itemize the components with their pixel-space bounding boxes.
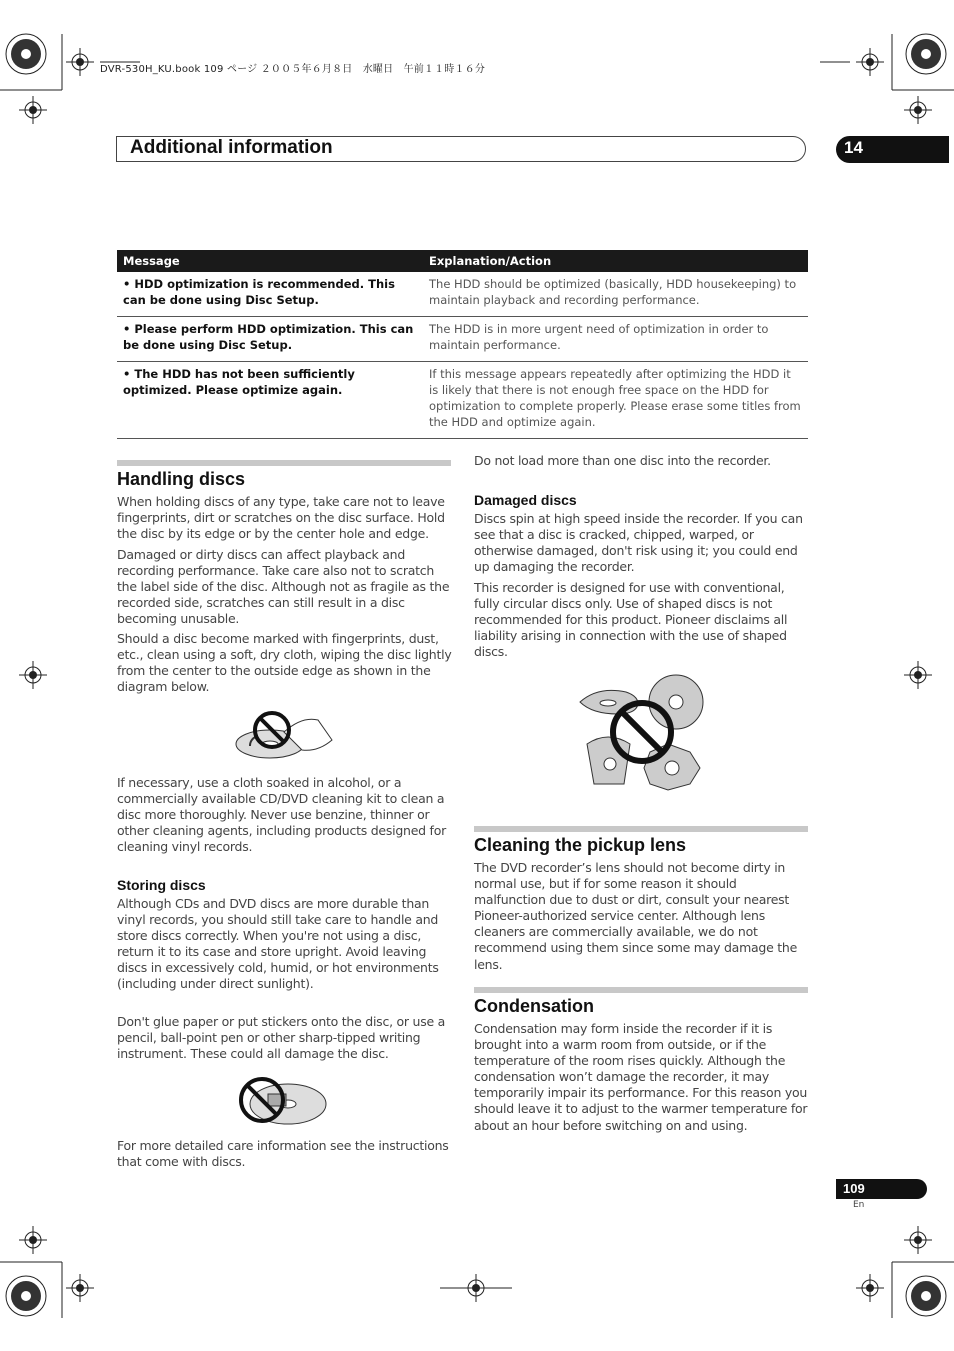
- table-cell-explanation: If this message appears repeatedly after optimizing the HDD it is likely that there is not enough free space on the HDD for optimization to complete properly. Please erase some titles from the HDD and optimize again.: [423, 362, 808, 439]
- table-row: [117, 362, 808, 439]
- handling-paragraph-1: When holding discs of any type, take care not to leave fingerprints, dirt or scratches on the disc surface. Hold the disc by its edge or by the center hole and edge.: [117, 494, 445, 542]
- page-number: 109: [836, 1179, 927, 1199]
- table-cell-message: • Please perform HDD optimization. This can be done using Disc Setup.: [117, 317, 423, 362]
- damaged-paragraph-1: Discs spin at high speed inside the recorder. If you can see that a disc is cracked, chipped, warped, or otherwise damaged, don't risk using it; you could end up damaging the recorder.: [474, 511, 803, 575]
- handling-title: Handling discs: [117, 469, 246, 489]
- table-header-explanation: Explanation/Action: [423, 250, 808, 272]
- language-label: En: [853, 1200, 865, 1210]
- handling-paragraph-3: Should a disc become marked with fingerprints, dust, etc., clean using a soft, dry cloth, wiping the disc lightly from the center to the outside edge as shown in the diagram below.: [117, 631, 452, 695]
- section-divider: [474, 987, 808, 993]
- damaged-title: Damaged discs: [474, 492, 577, 508]
- storing-paragraph-1: Although CDs and DVD discs are more durable than vinyl records, you should still take care to handle and store discs correctly. When you're not using a disc, return it to its case and store upright. Avoid leaving discs in excessively cold, humid, or hot environments (including under direct sunlight).: [117, 896, 439, 992]
- table-row: [117, 272, 808, 317]
- disc-sticker-illustration: [238, 1074, 330, 1128]
- table-row: [117, 317, 808, 362]
- handling-paragraph-2: Damaged or dirty discs can affect playback and recording performance. Take care also not to scratch the label side of the disc. Although not as fragile as the recorded side, scratches can still result in a disc becoming unusable.: [117, 547, 450, 627]
- table-cell-message: • The HDD has not been sufficiently optimized. Please optimize again.: [117, 362, 423, 439]
- table-header-row: [117, 250, 808, 272]
- section-divider: [117, 460, 451, 466]
- message-table: [117, 250, 808, 439]
- damaged-paragraph-2: This recorder is designed for use with conventional, fully circular discs only. Use of shaped discs is not recommended for this product. Pioneer disclaims all liability arising in connection with the use of shaped discs.: [474, 580, 788, 660]
- section-divider: [474, 826, 808, 832]
- lens-paragraph-1: The DVD recorder’s lens should not become dirty in normal use, but if for some reason it should malfunction due to dust or dirt, consult your nearest Pioneer-authorized service center. Although lens cleaners are commercially available, we do not recommend using them since some may damage the lens.: [474, 860, 798, 972]
- table-cell-explanation: The HDD is in more urgent need of optimization in order to maintain performance.: [423, 317, 808, 362]
- single-disc-note: Do not load more than one disc into the recorder.: [474, 453, 771, 468]
- condensation-paragraph-1: Condensation may form inside the recorder if it is brought into a warm room from outside, or if the temperature of the room rises quickly. Although the condensation won’t damage the recorder, it may temporarily impair its performance. For this reason you should leave it to adjust to the warmer temperature for about an hour before switching on and using.: [474, 1021, 808, 1133]
- chapter-title: Additional information: [130, 137, 333, 158]
- storing-paragraph-3: For more detailed care information see the instructions that come with discs.: [117, 1138, 449, 1170]
- condensation-title: Condensation: [474, 996, 594, 1016]
- storing-title: Storing discs: [117, 877, 206, 893]
- disc-wiping-illustration: [232, 706, 336, 764]
- handling-paragraph-4: If necessary, use a cloth soaked in alcohol, or a commercially available CD/DVD cleaning kit to clean a disc more thoroughly. Never use benzine, thinner or other cleaning agents, including products designed for cleaning vinyl records.: [117, 775, 446, 855]
- print-header: DVR-530H_KU.book 109 ページ ２００５年６月８日 水曜日 午前１１時１６分: [100, 64, 486, 75]
- shaped-discs-illustration: [578, 672, 704, 792]
- storing-paragraph-2: Don't glue paper or put stickers onto the disc, or use a pencil, ball-point pen or other sharp-tipped writing instrument. These could all damage the disc.: [117, 1014, 446, 1062]
- table-cell-explanation: The HDD should be optimized (basically, HDD housekeeping) to maintain playback and recording performance.: [423, 272, 808, 317]
- table-cell-message: • HDD optimization is recommended. This can be done using Disc Setup.: [117, 272, 423, 317]
- lens-title: Cleaning the pickup lens: [474, 835, 687, 855]
- table-header-message: Message: [117, 250, 423, 272]
- chapter-number: 14: [836, 136, 949, 163]
